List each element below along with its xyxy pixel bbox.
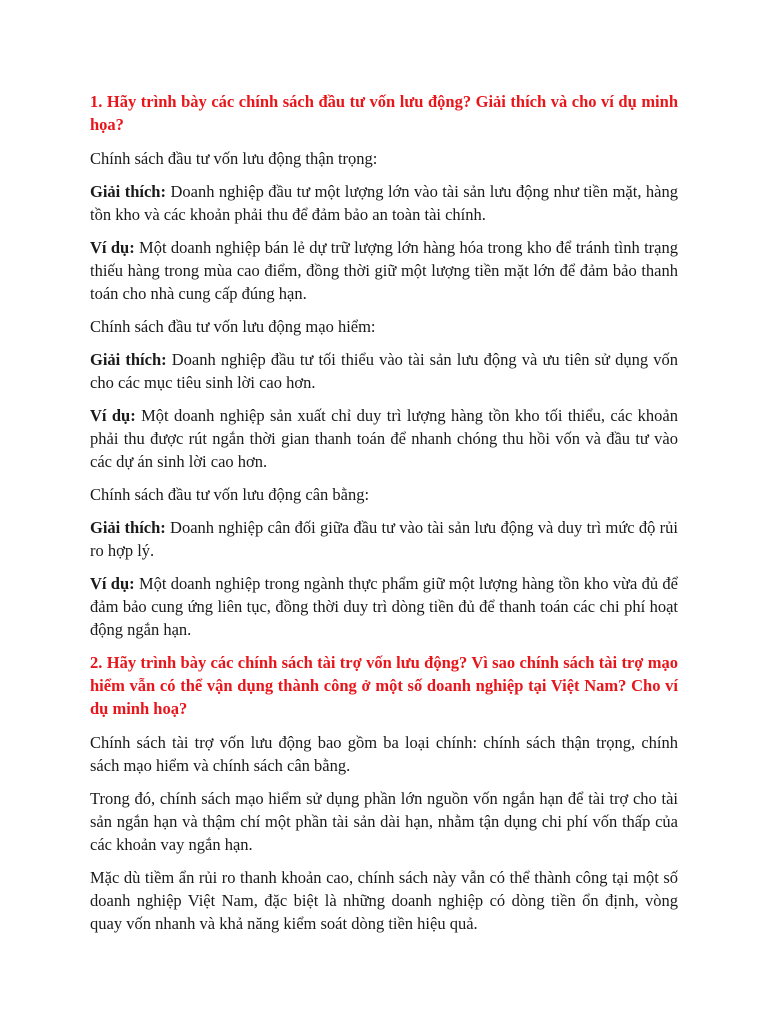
explain-text: Doanh nghiệp đầu tư một lượng lớn vào tài sản lưu động như tiền mặt, hàng tồn kho và các khoản phải thu để đảm bảo an toàn tài chính. bbox=[90, 182, 678, 224]
policy-balanced-example bbox=[90, 572, 678, 641]
policy-conservative-example bbox=[90, 236, 678, 305]
policy-aggressive-explain bbox=[90, 348, 678, 394]
example-text: Một doanh nghiệp bán lẻ dự trữ lượng lớn hàng hóa trong kho để tránh tình trạng thiếu hàng trong mùa cao điểm, đồng thời giữ một lượng tiền mặt lớn để đảm bảo thanh toán cho nhà cung cấp đúng hạn. bbox=[90, 238, 678, 303]
section-2-paragraph: Mặc dù tiềm ẩn rủi ro thanh khoản cao, chính sách này vẫn có thể thành công tại một số doanh nghiệp Việt Nam, đặc biệt là những doanh nghiệp có dòng tiền ổn định, vòng quay vốn nhanh và khả năng kiểm soát dòng tiền hiệu quả. bbox=[90, 868, 678, 933]
example-label: Ví dụ: bbox=[90, 574, 135, 593]
policy-balanced-explain bbox=[90, 516, 678, 562]
policy-aggressive-example bbox=[90, 404, 678, 473]
section-2-paragraph: Chính sách tài trợ vốn lưu động bao gồm ba loại chính: chính sách thận trọng, chính sách mạo hiểm và chính sách cân bằng. bbox=[90, 733, 678, 775]
example-label: Ví dụ: bbox=[90, 406, 136, 425]
example-text: Một doanh nghiệp sản xuất chỉ duy trì lượng hàng tồn kho tối thiểu, các khoản phải thu được rút ngắn thời gian thanh toán để nhanh chóng thu hồi vốn và đầu tư vào các dự án sinh lời cao hơn. bbox=[90, 406, 678, 471]
explain-text: Doanh nghiệp đầu tư tối thiểu vào tài sản lưu động và ưu tiên sử dụng vốn cho các mục tiêu sinh lời cao hơn. bbox=[90, 350, 678, 392]
example-text: Một doanh nghiệp trong ngành thực phẩm giữ một lượng hàng tồn kho vừa đủ để đảm bảo cung ứng liên tục, đồng thời duy trì dòng tiền đủ để thanh toán các chi phí hoạt động ngắn hạn. bbox=[90, 574, 678, 639]
explain-label: Giải thích: bbox=[90, 350, 167, 369]
explain-label: Giải thích: bbox=[90, 518, 166, 537]
section-2-heading: 2. Hãy trình bày các chính sách tài trợ vốn lưu động? Vì sao chính sách tài trợ mạo hiểm vẫn có thể vận dụng thành công ở một số doanh nghiệp tại Việt Nam? Cho ví dụ minh hoạ? bbox=[90, 653, 678, 718]
policy-conservative-title: Chính sách đầu tư vốn lưu động thận trọng: bbox=[90, 149, 378, 168]
policy-balanced-title: Chính sách đầu tư vốn lưu động cân bằng: bbox=[90, 485, 370, 504]
example-label: Ví dụ: bbox=[90, 238, 135, 257]
policy-aggressive-title: Chính sách đầu tư vốn lưu động mạo hiểm: bbox=[90, 317, 376, 336]
section-2-paragraph: Trong đó, chính sách mạo hiểm sử dụng phần lớn nguồn vốn ngắn hạn để tài trợ cho tài sản ngắn hạn và thậm chí một phần tài sản dài hạn, nhằm tận dụng chi phí vốn thấp của các khoản vay ngắn hạn. bbox=[90, 789, 678, 854]
policy-conservative-explain bbox=[90, 180, 678, 226]
explain-text: Doanh nghiệp cân đối giữa đầu tư vào tài sản lưu động và duy trì mức độ rủi ro hợp lý. bbox=[90, 518, 678, 560]
section-1-heading: 1. Hãy trình bày các chính sách đầu tư vốn lưu động? Giải thích và cho ví dụ minh họa? bbox=[90, 92, 678, 134]
explain-label: Giải thích: bbox=[90, 182, 166, 201]
